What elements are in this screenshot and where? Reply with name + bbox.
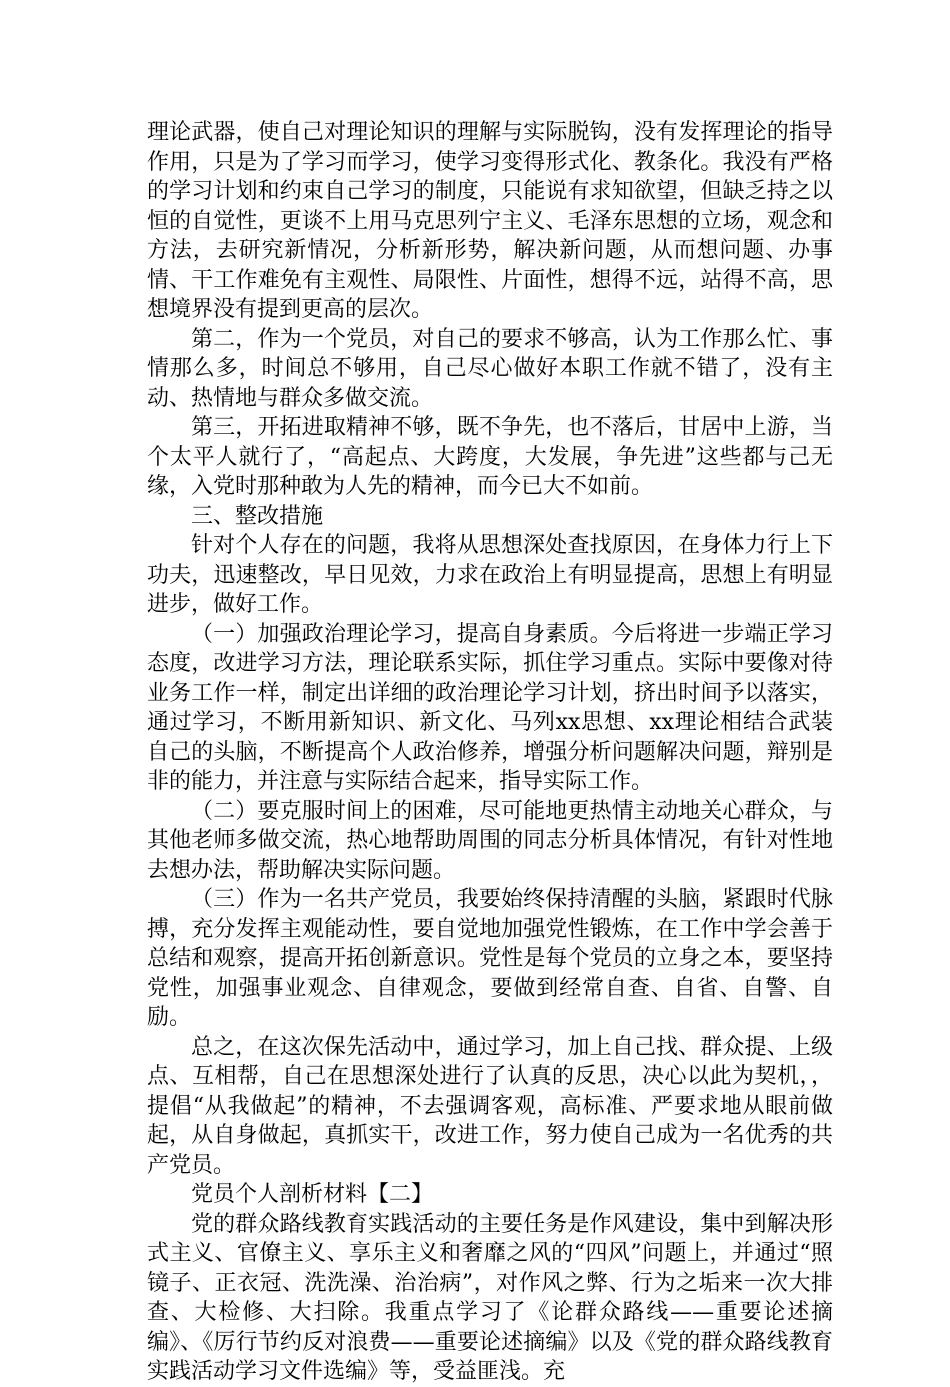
paragraph-rectification-intro: 针对个人存在的问题，我将从思想深处查找原因，在身体力行上下功夫，迅速整改，早日见效，力求在政治上有明显提高，思想上有明显进步，做好工作。 — [147, 533, 833, 617]
paragraph-measure-one: （一）加强政治理论学习，提高自身素质。今后将进一步端正学习态度，改进学习方法，理论联系实际，抓住学习重点。实际中要像对待业务工作一样，制定出详细的政治理论学习计划，挤出时间予以落实，通过学习，不断用新知识、新文化、马列xx思想、xx理论相结合武装自己的头脑，不断提高个人政治修养，增强分析问题解决问题，辩别是非的能力，并注意与实际结合起来，指导实际工作。 — [147, 621, 833, 794]
paragraph-conclusion: 总之，在这次保先活动中，通过学习，加上自己找、群众提、上级点、互相帮，自己在思想深处进行了认真的反思，决心以此为契机，，提倡“从我做起”的精神，不去强调客观，高标准、严要求地从眼前做起，从自身做起，真抓实干，改进工作，努力使自己成为一名优秀的共产党员。 — [147, 1034, 833, 1178]
paragraph-measure-three: （三）作为一名共产党员，我要始终保持清醒的头脑，紧跟时代脉搏，充分发挥主观能动性，要自觉地加强党性锻炼，在工作中学会善于总结和观察，提高开拓创新意识。党性是每个党员的立身之本，要坚持党性，加强事业观念、自律观念，要做到经常自查、自省、自警、自励。 — [147, 887, 833, 1030]
section-title-material-two: 党员个人剖析材料【二】 — [191, 1182, 434, 1207]
paragraph-third-point: 第三，开拓进取精神不够，既不争先，也不落后，甘居中上游，当个太平人就行了，“高起点、大跨度，大发展，争先进”这些都与己无缘，入党时那种敢为人先的精神，而今已大不如前。 — [147, 415, 833, 499]
document-page — [147, 118, 833, 1387]
section-heading-rectification: 三、整改措施 — [191, 503, 324, 529]
paragraph-second-point: 第二，作为一个党员，对自己的要求不够高，认为工作那么忙、事情那么多，时间总不够用，自己尽心做好本职工作就不错了，没有主动、热情地与群众多做交流。 — [147, 326, 833, 411]
paragraph-mass-line-intro: 党的群众路线教育实践活动的主要任务是作风建设，集中到解决形式主义、官僚主义、享乐主义和奢靡之风的“四风”问题上，并通过“照镜子、正衣冠、洗洗澡、治治病”，对作风之弊、行为之垢来一次大排查、大检修、大扫除。我重点学习了《论群众路线——重要论述摘编》、《厉行节约反对浪费——重要论述摘编》以及《党的群众路线教育实践活动学习文件选编》等，受益匪浅。充 — [147, 1211, 833, 1384]
paragraph-measure-two: （二）要克服时间上的困难，尽可能地更热情主动地关心群众，与其他老师多做交流，热心地帮助周围的同志分析具体情况，有针对性地去想办法，帮助解决实际问题。 — [147, 798, 833, 883]
paragraph-theory-weapon: 理论武器，使自己对理论知识的理解与实际脱钩，没有发挥理论的指导作用，只是为了学习而学习，使学习变得形式化、教条化。我没有严格的学习计划和约束自己学习的制度，只能说有求知欲望，但缺乏持之以恒的自觉性，更谈不上用马克思列宁主义、毛泽东思想的立场，观念和方法，去研究新情况，分析新形势，解决新问题，从而想问题、办事情、干工作难免有主观性、局限性、片面性，想得不远，站得不高，思想境界没有提到更高的层次。 — [147, 120, 833, 322]
